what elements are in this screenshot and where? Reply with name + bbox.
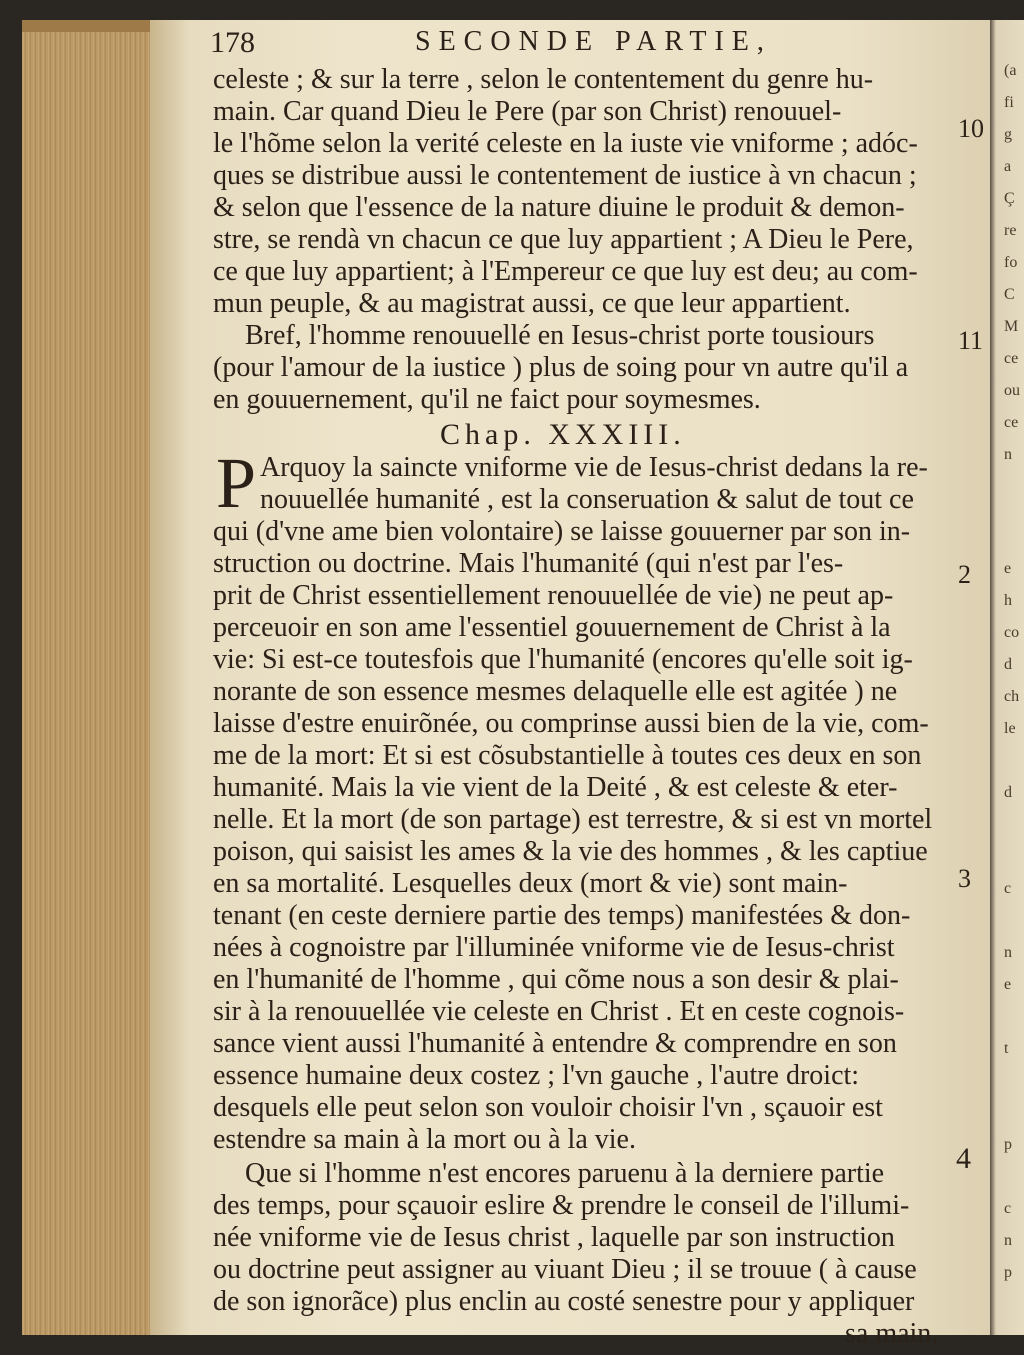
facing-fragment: n bbox=[1004, 446, 1012, 463]
text-line: norante de son essence mesmes delaquelle elle est agitée ) ne bbox=[213, 676, 898, 707]
text-line: poison, qui saisist les ames & la vie des hommes , & les captiue bbox=[213, 836, 928, 867]
text-line: & selon que l'essence de la nature diuine le produit & demon- bbox=[213, 192, 905, 223]
text-line: en gouuernement, qu'il ne faict pour soymesmes. bbox=[213, 384, 761, 415]
text-line: Arquoy la saincte vniforme vie de Iesus-christ dedans la re- bbox=[260, 452, 928, 483]
text-line: desquels elle peut selon son vouloir choisir l'vn , sçauoir est bbox=[213, 1092, 883, 1123]
page-number: 178 bbox=[210, 26, 255, 59]
facing-fragment: re bbox=[1004, 222, 1017, 239]
page-stack-edge bbox=[22, 20, 152, 1335]
facing-fragment: d bbox=[1004, 784, 1012, 801]
catchword: sa main, bbox=[845, 1318, 939, 1349]
facing-fragment: p bbox=[1004, 1136, 1012, 1153]
margin-number: 3 bbox=[958, 864, 971, 893]
text-line: de son ignorãce) plus enclin au costé senestre pour y appliquer bbox=[213, 1286, 915, 1317]
facing-fragment: n bbox=[1004, 1232, 1012, 1249]
text-line: des temps, pour sçauoir eslire & prendre le conseil de l'illumi- bbox=[213, 1190, 910, 1221]
facing-fragment: M bbox=[1004, 318, 1019, 335]
margin-number: 4 bbox=[956, 1142, 971, 1175]
margin-number: 11 bbox=[958, 326, 984, 355]
margin-number: 10 bbox=[958, 114, 984, 143]
facing-fragment: p bbox=[1004, 1264, 1012, 1281]
text-line: perceuoir en son ame l'essentiel gouuernement de Christ à la bbox=[213, 612, 891, 643]
text-line: en sa mortalité. Lesquelles deux (mort & vie) sont main- bbox=[213, 868, 848, 899]
left-page bbox=[150, 20, 990, 1349]
margin-number: 2 bbox=[958, 560, 971, 589]
facing-fragment: c bbox=[1004, 1200, 1012, 1217]
facing-fragment: fo bbox=[1004, 254, 1018, 271]
facing-fragment: fi bbox=[1004, 94, 1014, 111]
text-line: nouuellée humanité , est la conseruation & salut de tout ce bbox=[260, 484, 914, 515]
facing-fragment: a bbox=[1004, 158, 1012, 175]
facing-fragment: C bbox=[1004, 286, 1015, 303]
text-line: qui (d'vne ame bien volontaire) se laisse gouuerner par son in- bbox=[213, 516, 911, 547]
text-line: vie: Si est-ce toutesfois que l'humanité (encores qu'elle soit ig- bbox=[213, 644, 913, 675]
facing-fragment: h bbox=[1004, 592, 1012, 609]
facing-fragment: co bbox=[1004, 624, 1020, 641]
text-line: celeste ; & sur la terre , selon le contentement du genre hu- bbox=[213, 64, 874, 95]
text-line: Bref, l'homme renouuellé en Iesus-christ porte tousiours bbox=[245, 320, 875, 351]
text-line: main. Car quand Dieu le Pere (par son Christ) renouuel- bbox=[213, 96, 842, 127]
text-line: sir à la renouuellée vie celeste en Christ . Et en ceste cognois- bbox=[213, 996, 905, 1027]
facing-fragment: e bbox=[1004, 560, 1012, 577]
text-line: ou doctrine peut assigner au viuant Dieu ; il se trouue ( à cause bbox=[213, 1254, 917, 1285]
book-top-edge bbox=[22, 20, 150, 32]
page-header bbox=[210, 26, 970, 66]
text-line: en l'humanité de l'homme , qui cõme nous a son desir & plai- bbox=[213, 964, 899, 995]
chapter-heading: Chap. XXXIII. bbox=[440, 418, 686, 451]
text-line: (pour l'amour de la iustice ) plus de soing pour vn autre qu'il a bbox=[213, 352, 909, 383]
facing-fragment: e bbox=[1004, 976, 1012, 993]
text-line: struction ou doctrine. Mais l'humanité (qui n'est par l'es- bbox=[213, 548, 844, 579]
text-line: née vniforme vie de Iesus christ , laquelle par son instruction bbox=[213, 1222, 895, 1253]
facing-page-edge bbox=[990, 20, 1024, 1335]
text-line: me de la mort: Et si est cõsubstantielle à toutes ces deux en son bbox=[213, 740, 922, 771]
facing-fragment: ch bbox=[1004, 688, 1020, 705]
facing-fragment: ce bbox=[1004, 414, 1019, 431]
text-line: le l'hõme selon la verité celeste en la iuste vie vniforme ; adóc- bbox=[213, 128, 918, 159]
text-line: mun peuple, & au magistrat aussi, ce que leur appartient. bbox=[213, 288, 851, 319]
text-line: prit de Christ essentiellement renouuellée de vie) ne peut ap- bbox=[213, 580, 894, 611]
text-line: nées à cognoistre par l'illuminée vniforme vie de Iesus-christ bbox=[213, 932, 895, 963]
text-line: ques se distribue aussi le contentement de iustice à vn chacun ; bbox=[213, 160, 917, 191]
facing-fragment: (a bbox=[1004, 62, 1017, 79]
facing-fragment: g bbox=[1004, 126, 1012, 143]
text-line: essence humaine deux costez ; l'vn gauche , l'autre droict: bbox=[213, 1060, 860, 1091]
facing-fragment: Ç bbox=[1004, 190, 1015, 207]
facing-fragment: ce bbox=[1004, 350, 1019, 367]
text-line: nelle. Et la mort (de son partage) est terrestre, & si est vn mortel bbox=[213, 804, 933, 835]
text-line: ce que luy appartient; à l'Empereur ce que luy est deu; au com- bbox=[213, 256, 918, 287]
facing-fragment: le bbox=[1004, 720, 1016, 737]
facing-fragment: d bbox=[1004, 656, 1012, 673]
facing-fragment: n bbox=[1004, 944, 1012, 961]
text-line: laisse d'estre enuirõnée, ou comprinse aussi bien de la vie, com- bbox=[213, 708, 929, 739]
text-line: humanité. Mais la vie vient de la Deité , & est celeste & eter- bbox=[213, 772, 898, 803]
facing-fragment: c bbox=[1004, 880, 1012, 897]
text-line: sance vient aussi l'humanité à entendre & comprendre en son bbox=[213, 1028, 897, 1059]
text-line: tenant (en ceste derniere partie des temps) manifestées & don- bbox=[213, 900, 911, 931]
facing-fragment: ou bbox=[1004, 382, 1020, 399]
text-line: estendre sa main à la mort ou à la vie. bbox=[213, 1124, 636, 1155]
text-line: stre, se rendà vn chacun ce que luy appartient ; A Dieu le Pere, bbox=[213, 224, 914, 255]
drop-cap: P bbox=[216, 443, 257, 523]
running-head: SECONDE PARTIE, bbox=[415, 26, 772, 57]
text-line: Que si l'homme n'est encores paruenu à la derniere partie bbox=[245, 1158, 885, 1189]
facing-fragment: t bbox=[1004, 1040, 1009, 1057]
